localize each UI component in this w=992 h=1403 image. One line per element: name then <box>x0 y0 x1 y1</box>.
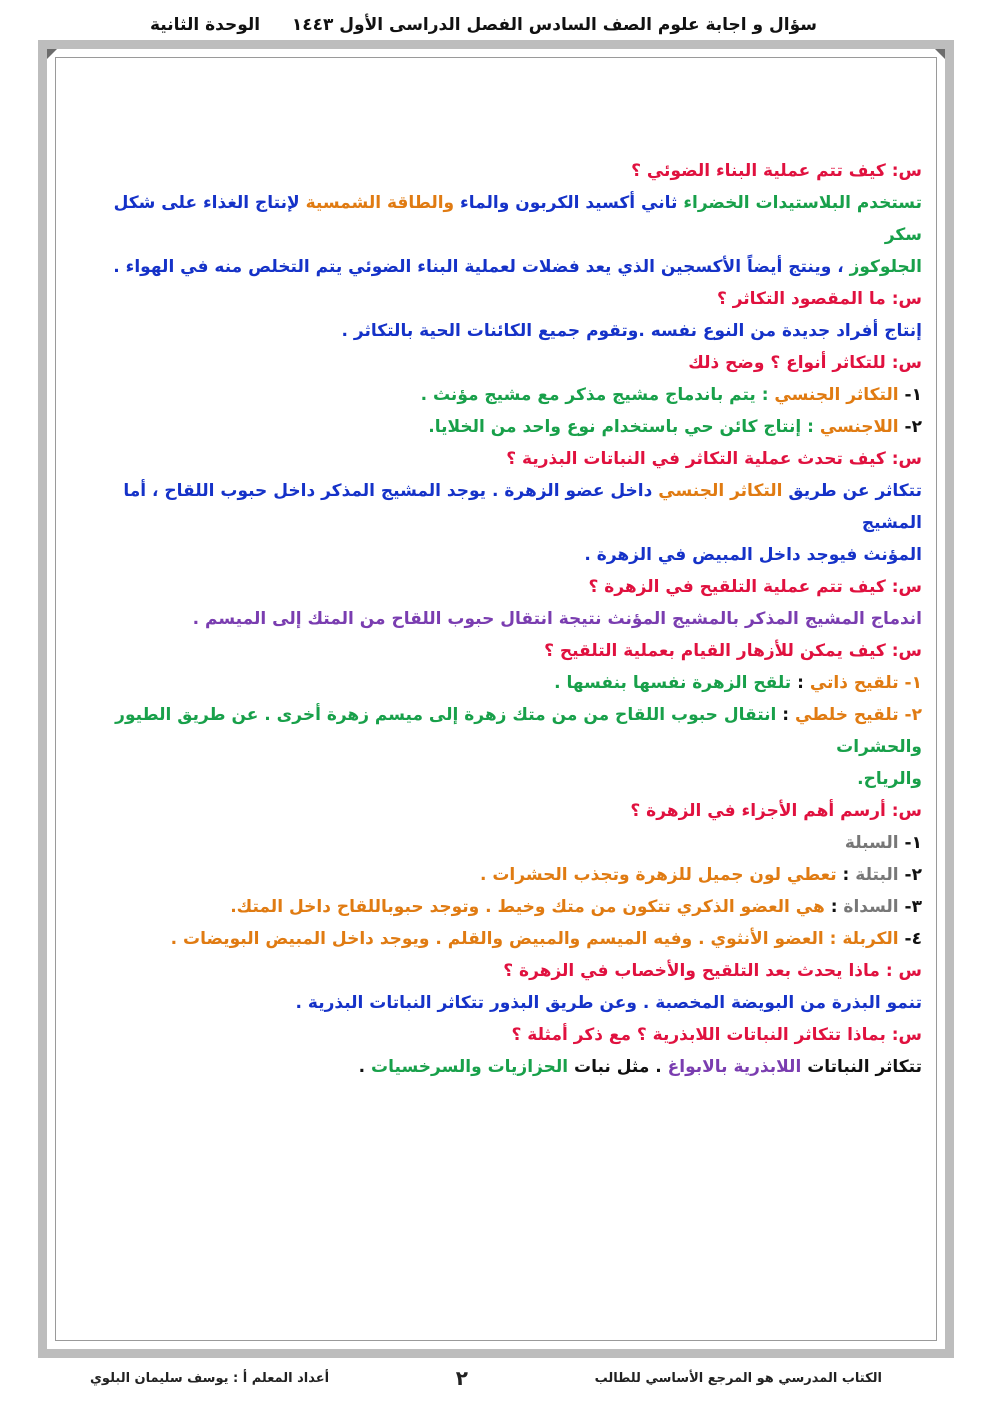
item-text: : إنتاج كائن حي باستخدام نوع واحد من الخلايا. <box>428 417 820 437</box>
item-text: تعطي لون جميل للزهرة وتجذب الحشرات . <box>479 865 837 885</box>
item-separator: : <box>824 897 844 917</box>
answer-segment: ، وينتج أيضاً الأكسجين الذي يعد فضلات لعملية البناء الضوئي يتم التخلص منه في الهواء . <box>113 257 850 277</box>
frame-corner-ornament <box>47 49 57 59</box>
item-number: ٤- <box>898 929 922 949</box>
item-number: ٢- <box>898 865 922 885</box>
page-footer <box>90 1365 882 1391</box>
answer-segment: . مثل نبات <box>568 1057 668 1077</box>
answer-line: المؤنث فيوجد داخل المبيض في الزهرة . <box>584 545 922 565</box>
list-item <box>80 379 922 411</box>
qa-block-after-fertilization <box>80 955 922 1019</box>
page-number: ٢ <box>455 1366 468 1390</box>
question: س: بماذا تتكاثر النباتات اللابذرية ؟ مع ذكر أمثلة ؟ <box>511 1025 922 1045</box>
answer-segment: لإنتاج الغذاء على شكل <box>113 193 306 213</box>
answer-line <box>80 187 922 251</box>
item-term: البتلة <box>855 865 899 885</box>
item-term: ١- تلقيح ذاتي <box>809 673 922 693</box>
list-item <box>80 411 922 443</box>
item-term: ٢- تلقيح خلطي <box>795 705 922 725</box>
item-term: التكاثر الجنسي <box>774 385 899 405</box>
question: س: كيف تحدث عملية التكاثر في النباتات البذرية ؟ <box>506 449 922 469</box>
list-item <box>80 859 922 891</box>
header-unit: الوحدة الثانية <box>150 15 261 35</box>
item-number: ٣- <box>898 897 922 917</box>
answer-segment: تتكاثر النباتات <box>801 1057 922 1077</box>
item-separator: : <box>836 865 856 885</box>
question: س: أرسم أهم الأجزاء في الزهرة ؟ <box>630 801 922 821</box>
question: س: ما المقصود التكاثر ؟ <box>716 289 922 309</box>
footer-author: أعداد المعلم أ : يوسف سليمان البلوي <box>90 1370 330 1386</box>
answer-line: إنتاج أفراد جديدة من النوع نفسه .وتقوم جميع الكائنات الحية بالتكاثر . <box>341 321 922 341</box>
qa-block-pollination-types <box>80 635 922 795</box>
answer-segment: سكر <box>884 225 922 245</box>
question: س: كيف تتم عملية البناء الضوئي ؟ <box>631 161 922 181</box>
question: س: للتكاثر أنواع ؟ وضح ذلك <box>688 353 922 373</box>
list-item <box>80 699 922 763</box>
item-text: تلقح الزهرة نفسها بنفسها . <box>554 673 792 693</box>
list-item-continuation: والرياح. <box>857 769 922 789</box>
list-item <box>80 923 922 955</box>
question: س: كيف تتم عملية التلقيح في الزهرة ؟ <box>588 577 922 597</box>
qa-block-seedless-plants <box>80 1019 922 1083</box>
question: س: كيف يمكن للأزهار القيام بعملية التلقيح ؟ <box>544 641 922 661</box>
item-number: ١- <box>898 833 922 853</box>
footer-note: الكتاب المدرسي هو المرجع الأساسي للطالب <box>594 1370 882 1386</box>
answer-segment: . <box>358 1057 372 1077</box>
answer-segment: تتكاثر عن طريق <box>782 481 922 501</box>
answer-line <box>80 251 922 283</box>
item-text: : يتم باندماج مشيج مذكر مع مشيج مؤنث . <box>420 385 775 405</box>
list-item <box>80 891 922 923</box>
qa-block-photosynthesis <box>80 155 922 283</box>
item-text: انتقال حبوب اللقاح من من متك زهرة إلى ميسم زهرة أخرى . عن طريق الطيور والحشرات <box>115 705 922 757</box>
list-item <box>80 667 922 699</box>
list-item <box>80 827 922 859</box>
qa-block-seed-plants <box>80 443 922 571</box>
qa-block-flower-parts <box>80 795 922 955</box>
frame-corner-ornament <box>935 49 945 59</box>
answer-line <box>80 475 922 539</box>
header-title: سؤال و اجابة علوم الصف السادس الفصل الدراسى الأول ١٤٤٣ <box>291 15 817 35</box>
item-separator: : <box>776 705 796 725</box>
item-number: ٢- <box>898 417 922 437</box>
qa-content <box>80 155 922 1083</box>
answer-segment: اللابذرية بالابواغ <box>667 1057 802 1077</box>
answer-segment: داخل عضو الزهرة . يوجد المشيج المذكر داخل حبوب اللقاح ، أما المشيج <box>123 481 922 533</box>
item-text: هي العضو الذكري تتكون من متك وخيط . وتوجد حبوباللقاح داخل المتك. <box>230 897 825 917</box>
answer-line: تنمو البذرة من البويضة المخصبة . وعن طريق البذور تتكاثر النباتات البذرية . <box>295 993 922 1013</box>
item-text: الكربلة : العضو الأنثوي . وفيه الميسم والمبيض والقلم . ويوجد داخل المبيض البويضات . <box>170 929 899 949</box>
answer-line: اندماج المشيج المذكر بالمشيج المؤنث نتيجة انتقال حبوب اللقاح من المتك إلى الميسم . <box>192 609 922 629</box>
item-term: السداة <box>843 897 899 917</box>
item-number: ١- <box>898 385 922 405</box>
item-term: السبلة <box>844 833 899 853</box>
qa-block-pollination <box>80 571 922 635</box>
item-separator: : <box>791 673 810 693</box>
page-header <box>150 10 817 40</box>
item-term: اللاجنسي <box>819 417 899 437</box>
qa-block-reproduction-types <box>80 347 922 443</box>
answer-line <box>80 1051 922 1083</box>
answer-segment: ثاني أكسيد الكربون والماء <box>454 193 684 213</box>
qa-block-reproduction <box>80 283 922 347</box>
answer-segment: الحزازيات والسرخسيات <box>371 1057 569 1077</box>
answer-segment: والطاقة الشمسية <box>305 193 455 213</box>
question: س : ماذا يحدث بعد التلقيح والأخصاب في الزهرة ؟ <box>503 961 922 981</box>
answer-segment: الجلوكوز <box>849 257 922 277</box>
answer-segment: التكاثر الجنسي <box>658 481 783 501</box>
answer-segment: تستخدم البلاستيدات الخضراء <box>683 193 922 213</box>
